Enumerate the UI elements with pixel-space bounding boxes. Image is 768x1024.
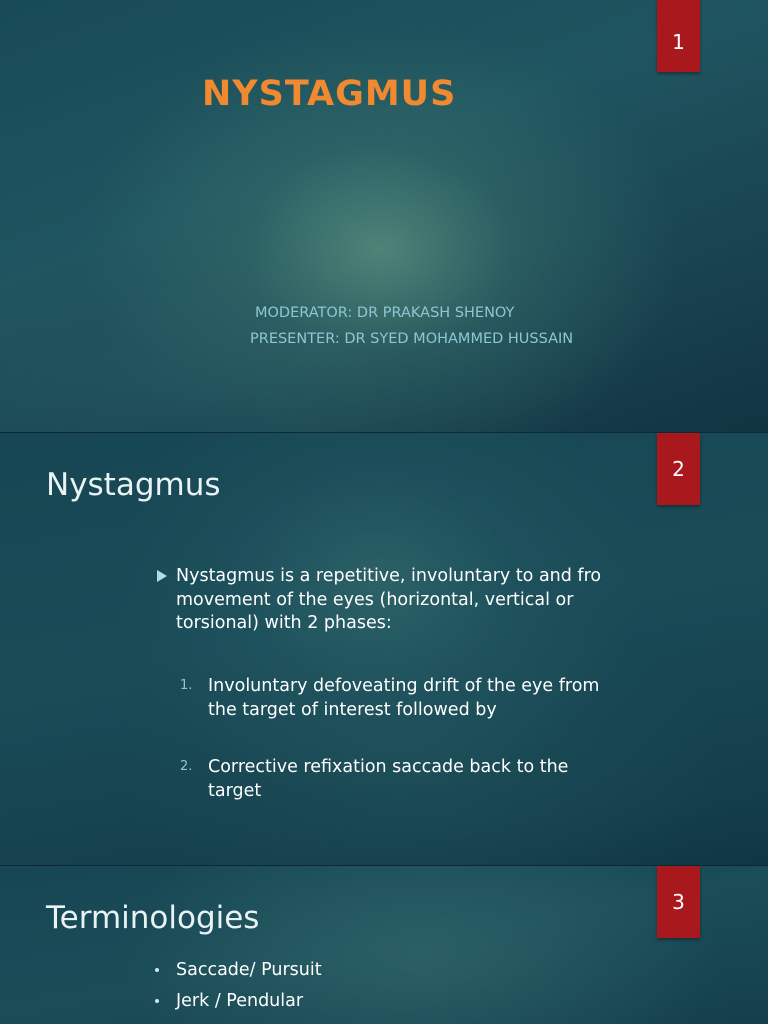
list-item — [155, 991, 322, 1022]
item-text: Corrective refixation saccade back to the target — [208, 757, 569, 801]
list-item-text: Jerk / Pendular — [176, 991, 304, 1011]
numbered-item — [180, 756, 620, 803]
item-text: Involuntary defoveating drift of the eye from the target of interest followed by — [208, 676, 600, 720]
arrow-bullet-icon — [157, 570, 167, 582]
slide-2 — [0, 433, 768, 865]
moderator-credit: MODERATOR: DR PRAKASH SHENOY — [255, 305, 515, 321]
item-number: 2. — [180, 759, 193, 774]
slide-heading: Nystagmus — [46, 467, 221, 503]
list-item — [155, 960, 322, 991]
bullet-dot-icon — [155, 999, 159, 1003]
terminology-list — [155, 960, 322, 1022]
item-number: 1. — [180, 678, 193, 693]
definition-bullet — [157, 565, 637, 636]
list-item-text: Saccade/ Pursuit — [176, 960, 322, 980]
slide-3 — [0, 866, 768, 1024]
page-number-badge: 2 — [657, 433, 700, 505]
presentation-title: NYSTAGMUS — [202, 74, 457, 114]
slide-heading: Terminologies — [46, 900, 260, 936]
definition-text: Nystagmus is a repetitive, involuntary to and fro movement of the eyes (horizontal, vertical or torsional) with 2 phases: — [176, 566, 602, 633]
bullet-dot-icon — [155, 968, 159, 972]
slide-1 — [0, 0, 768, 432]
numbered-item — [180, 675, 620, 722]
presenter-credit: PRESENTER: DR SYED MOHAMMED HUSSAIN — [250, 331, 574, 347]
page-number-badge: 3 — [657, 866, 700, 938]
page-number-badge: 1 — [657, 0, 700, 72]
